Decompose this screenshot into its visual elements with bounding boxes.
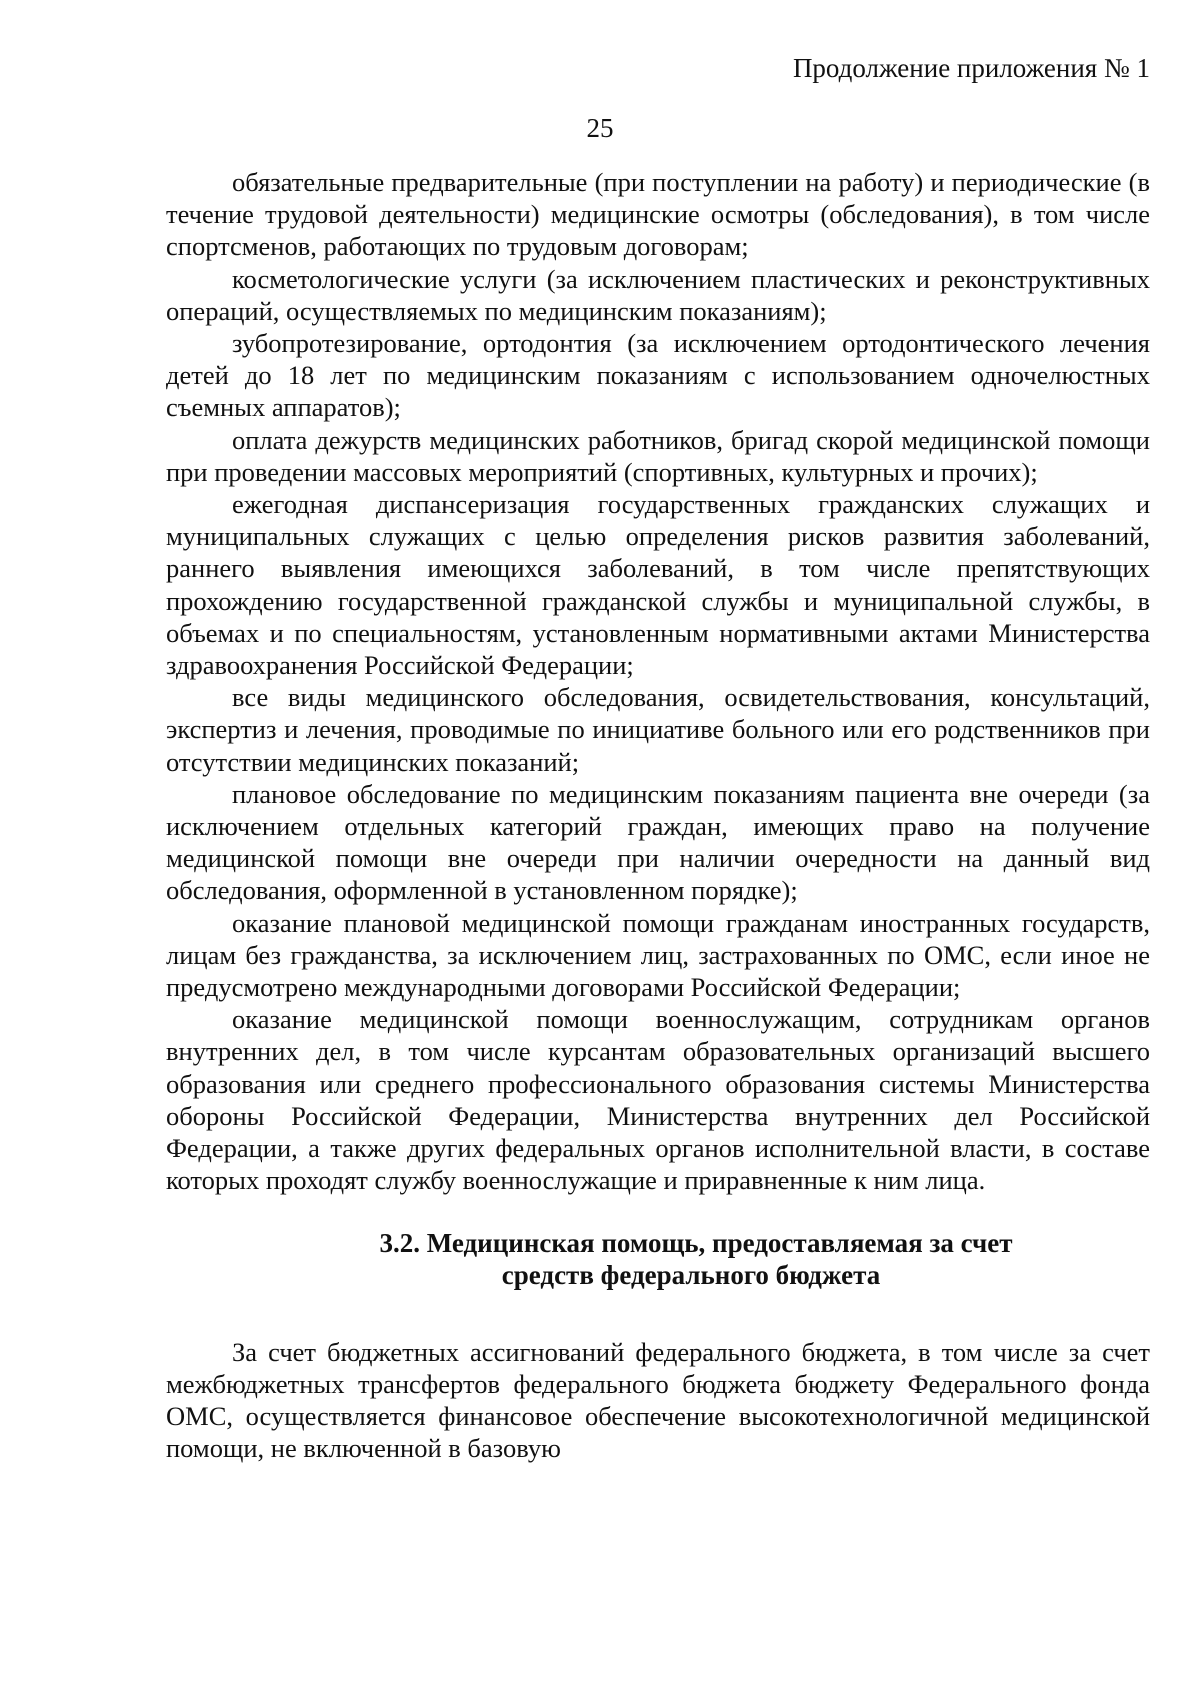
list-item-military-personnel-care: оказание медицинской помощи военнослужащим, сотрудникам органов внутренних дел, в том числе курсантам образовательных организаций высшего образования или среднего профессионального образования системы Министерства обороны Российской Федерации, Министерства внутренних дел Российской Федерации, а также других федеральных органов исполнительной власти, в составе которых проходят службу военнослужащие и приравненные к ним лица. — [166, 1004, 1150, 1196]
section-heading — [166, 1227, 1150, 1291]
running-header: Продолжение приложения № 1 — [792, 53, 1150, 83]
section-heading-line1: 3.2. Медицинская помощь, предоставляемая за счет — [379, 1227, 1013, 1258]
list-item-patient-initiative-exams: все виды медицинского обследования, освидетельствования, консультаций, экспертиз и лечения, проводимые по инициативе больного или его родственников при отсутствии медицинских показаний; — [166, 682, 1150, 777]
list-item-planned-exam-out-of-queue: плановое обследование по медицинским показаниям пациента вне очереди (за исключением отдельных категорий граждан, имеющих право на получение медицинской помощи вне очереди при наличии очередности на данный вид обследования, оформленной в установленном порядке); — [166, 778, 1150, 906]
list-item-dental-prosthetics: зубопротезирование, ортодонтия (за исключением ортодонтического лечения детей до 18 лет по медицинским показаниям с использованием одночелюстных съемных аппаратов); — [166, 328, 1150, 423]
section-heading-line2: средств федерального бюджета — [501, 1259, 881, 1290]
list-item-foreign-citizens-care: оказание плановой медицинской помощи гражданам иностранных государств, лицам без гражданства, за исключением лиц, застрахованных по ОМС, если иное не предусмотрено международными договорами Российской Федерации; — [166, 907, 1150, 1003]
list-item-mandatory-medical-exams: обязательные предварительные (при поступлении на работу) и периодические (в течение трудовой деятельности) медицинские осмотры (обследования), в том числе спортсменов, работающих по трудовым договорам; — [166, 167, 1150, 262]
section-paragraph: За счет бюджетных ассигнований федерального бюджета, в том числе за счет межбюджетных трансфертов федерального бюджета бюджету Федерального фонда ОМС, осуществляется финансовое обеспечение высокотехнологичной медицинской помощи, не включенной в базовую — [166, 1336, 1150, 1464]
list-item-duty-payment: оплата дежурств медицинских работников, бригад скорой медицинской помощи при проведении массовых мероприятий (спортивных, культурных и прочих); — [166, 424, 1150, 487]
page-number: 25 — [586, 113, 614, 143]
list-item-cosmetology-services: косметологические услуги (за исключением пластических и реконструктивных операций, осуществляемых по медицинским показаниям); — [166, 263, 1150, 326]
list-item-annual-dispensarization: ежегодная диспансеризация государственных гражданских служащих и муниципальных служащих с целью определения рисков развития заболеваний, раннего выявления имеющихся заболеваний, в том числе препятствующих прохождению государственной гражданской службы и муниципальной службы, в объемах и по специальностям, установленным нормативными актами Министерства здравоохранения Российской Федерации; — [166, 489, 1150, 681]
body-text — [166, 166, 1150, 1464]
